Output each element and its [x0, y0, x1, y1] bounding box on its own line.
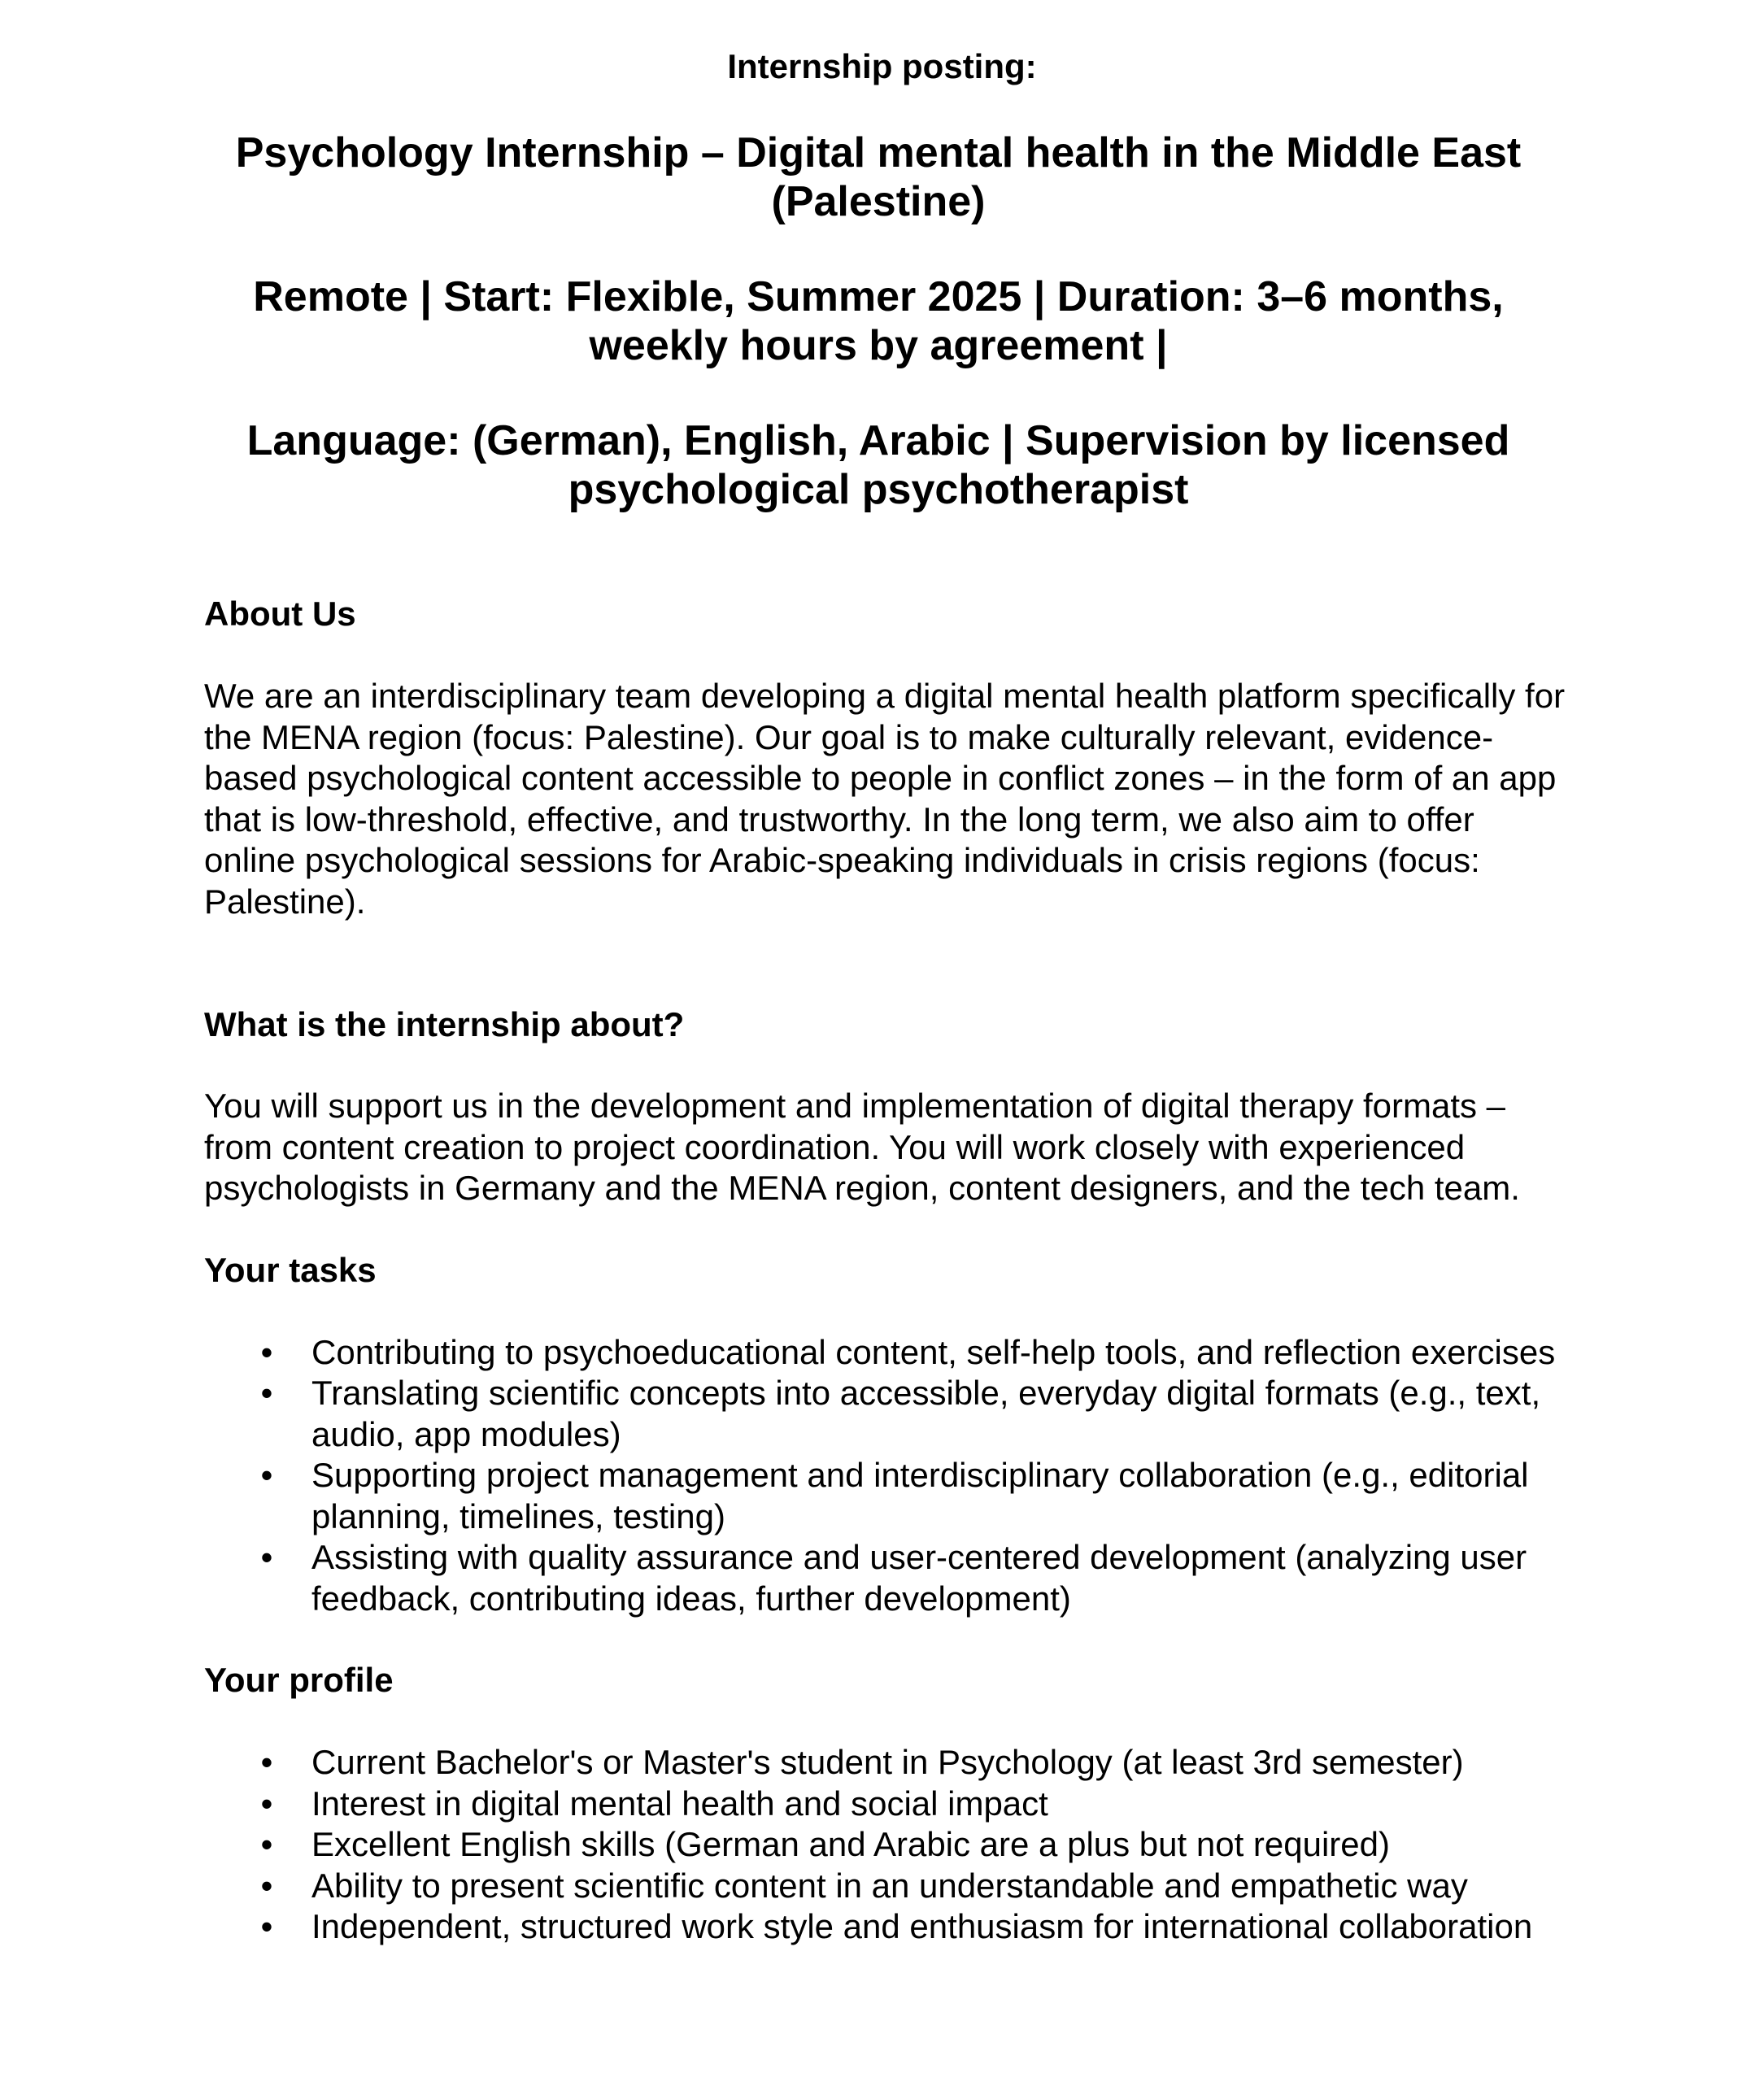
bullet-icon: •	[260, 1866, 273, 1905]
internship-heading: What is the internship about?	[204, 1005, 685, 1043]
profile-text: Interest in digital mental health and social impact	[311, 1784, 1048, 1823]
profile-text: Independent, structured work style and enthusiasm for international collaboration	[311, 1907, 1533, 1945]
bullet-icon: •	[260, 1825, 273, 1863]
list-item	[204, 1455, 1570, 1537]
list-item	[204, 1824, 1570, 1866]
profile-text: Ability to present scientific content in an understandable and empathetic way	[311, 1866, 1468, 1905]
profile-text: Excellent English skills (German and Arabic are a plus but not required)	[311, 1825, 1390, 1863]
page-title: Psychology Internship – Digital mental health in the Middle East (Palestine)	[235, 129, 1522, 225]
bullet-icon: •	[260, 1907, 273, 1945]
internship-text: You will support us in the development and implementation of digital therapy formats – from content creation to project coordination. You will work closely with experienced psychologists in Germany and the MENA region, content designers, and the tech team.	[204, 1087, 1520, 1207]
task-text: Contributing to psychoeducational content, self-help tools, and reflection exercises	[311, 1332, 1556, 1371]
list-item	[204, 1373, 1570, 1455]
tasks-heading: Your tasks	[204, 1250, 377, 1289]
list-item	[204, 1866, 1570, 1907]
list-item	[204, 1332, 1570, 1374]
task-text: Translating scientific concepts into accessible, everyday digital formats (e.g., text, audio, app modules)	[311, 1374, 1541, 1453]
tasks-list	[204, 1332, 1570, 1620]
about-heading: About Us	[204, 595, 356, 633]
profile-heading: Your profile	[204, 1661, 394, 1699]
document-body	[204, 594, 1570, 1948]
bullet-icon: •	[260, 1538, 273, 1576]
bullet-icon: •	[260, 1456, 273, 1494]
about-text: We are an interdisciplinary team developing a digital mental health platform specifically for the MENA region (focus: Palestine). Our goal is to make culturally relevant, evidence-based psychological content accessible to people in conflict zones – in the form of an app that is low-threshold, effective, and trustworthy. In the long term, we also aim to offer online psychological sessions for Arabic-speaking individuals in crisis regions (focus: Palestine).	[204, 677, 1566, 921]
language-supervision-line: Language: (German), English, Arabic | Supervision by licensed psychological psychotherapist	[246, 417, 1510, 513]
bullet-icon: •	[260, 1374, 273, 1412]
task-text: Supporting project management and interdisciplinary collaboration (e.g., editorial planning, timelines, testing)	[311, 1456, 1529, 1535]
list-item	[204, 1906, 1570, 1948]
list-item	[204, 1742, 1570, 1784]
internship-meta-line: Remote | Start: Flexible, Summer 2025 | Duration: 3–6 months, weekly hours by agreement |	[253, 273, 1504, 369]
list-item	[204, 1537, 1570, 1619]
bullet-icon: •	[260, 1332, 273, 1371]
bullet-icon: •	[260, 1743, 273, 1781]
task-text: Assisting with quality assurance and user-centered development (analyzing user feedback, contributing ideas, further development)	[311, 1538, 1527, 1618]
profile-text: Current Bachelor's or Master's student in Psychology (at least 3rd semester)	[311, 1743, 1464, 1781]
profile-list	[204, 1742, 1570, 1948]
posting-label: Internship posting:	[727, 47, 1037, 85]
bullet-icon: •	[260, 1784, 273, 1823]
list-item	[204, 1784, 1570, 1825]
